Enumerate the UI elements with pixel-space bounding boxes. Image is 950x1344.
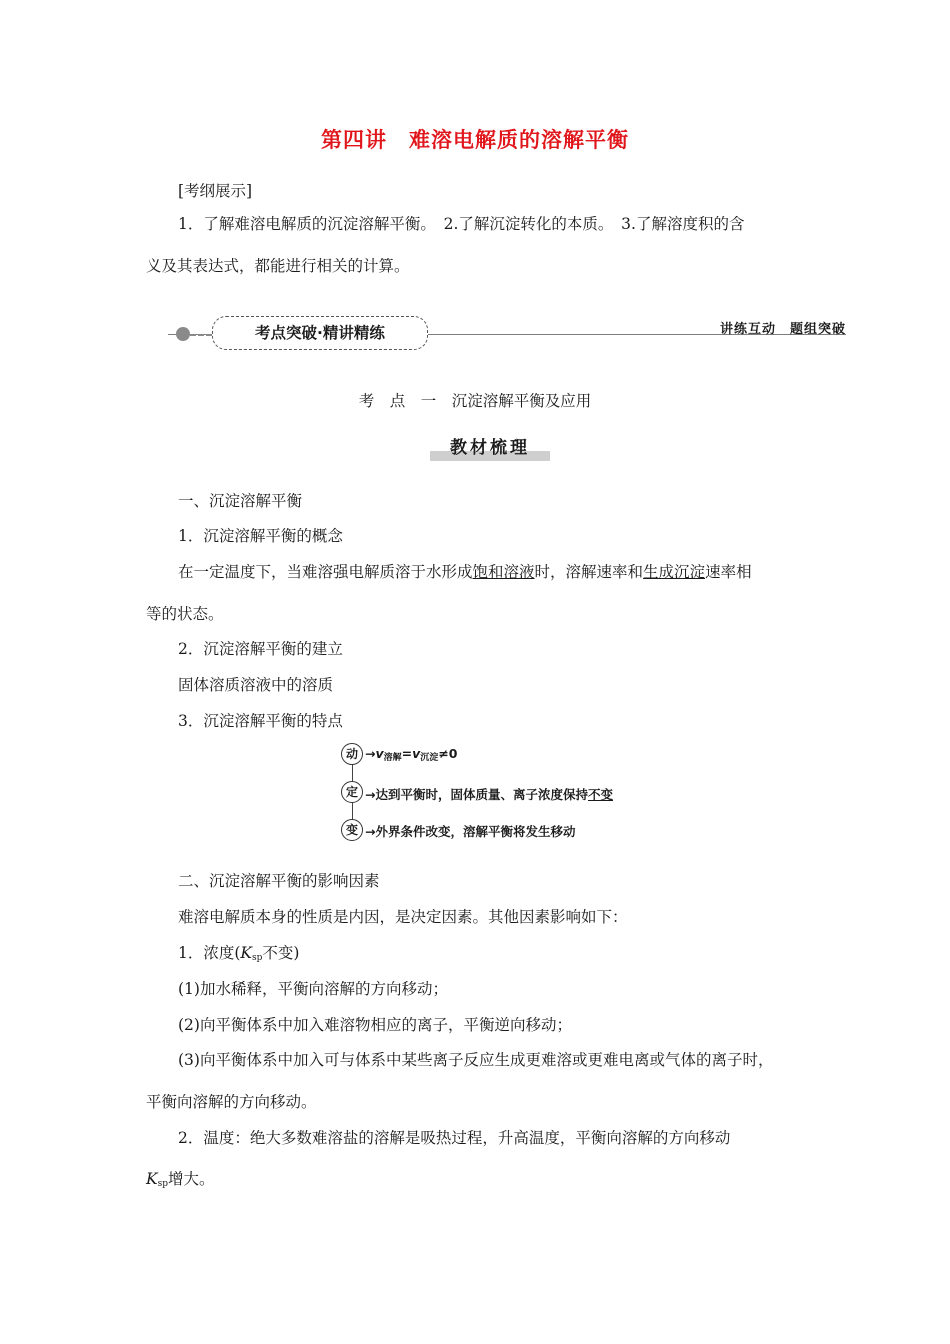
- not-zero: ≠0: [438, 746, 458, 761]
- row-2-underline: 不变: [588, 787, 614, 802]
- concept-underline-1: 饱和溶液: [472, 563, 535, 581]
- temp-tail: 增大。: [167, 1170, 215, 1188]
- ksp-sub-2: sp: [157, 1179, 168, 1189]
- concept-text-b: 时，溶解速率和: [534, 563, 644, 581]
- arrow-icon: →: [365, 787, 376, 802]
- subsection-1-2: 2．沉淀溶解平衡的建立: [178, 640, 343, 658]
- conc-label-tail: 不变): [262, 944, 300, 962]
- arrow-icon: →: [365, 746, 376, 761]
- sub-dissolve: 溶解: [383, 753, 402, 763]
- ksp-k: K: [240, 944, 253, 962]
- outline-label: [考纲展示]: [178, 182, 253, 200]
- conc-label: 1．浓度(: [178, 944, 241, 962]
- banner-dash: [190, 334, 212, 336]
- arrow-icon: →: [365, 824, 376, 839]
- item-2-1-3: (3)向平衡体系中加入可与体系中某些离子反应生成更难溶或更难电离或气体的离子时，: [178, 1051, 774, 1069]
- diagram-row-2: [365, 785, 613, 803]
- concept-text-c: 速率相: [705, 563, 752, 581]
- concept-line-1: [178, 562, 752, 582]
- circle-bian: 变: [341, 819, 363, 841]
- diagram-row-1: [365, 746, 457, 763]
- banner-subtitle: 讲练互动 题组突破: [719, 322, 846, 337]
- section-1-title: 一、沉淀溶解平衡: [178, 492, 303, 510]
- outline-line-1: 1．了解难溶电解质的沉淀溶解平衡。 2.了解沉淀转化的本质。 3.了解溶度积的含: [178, 215, 745, 233]
- subsection-2-2: 2．温度：绝大多数难溶盐的溶解是吸热过程，升高温度，平衡向溶解的方向移动: [178, 1129, 731, 1147]
- row-2-text: 达到平衡时，固体质量、离子浓度保持: [375, 787, 588, 802]
- subsection-2-1: [178, 943, 299, 968]
- circle-ding: 定: [341, 781, 363, 803]
- concept-line-2: 等的状态。: [146, 605, 224, 623]
- item-2-1-2: (2)向平衡体系中加入难溶物相应的离子，平衡逆向移动；: [178, 1016, 572, 1034]
- banner-heading: 考点突破·精讲精练: [212, 316, 428, 350]
- section-2-title: 二、沉淀溶解平衡的影响因素: [178, 872, 380, 890]
- rate-v-precip: v: [412, 746, 421, 761]
- kaodian-heading: 考 点 一 沉淀溶解平衡及应用: [358, 392, 592, 410]
- equals-sign: =: [401, 746, 413, 761]
- subsection-2-2-cont: [146, 1169, 215, 1194]
- ksp-k-2: K: [146, 1170, 158, 1188]
- concept-text-a: 在一定温度下，当难溶强电解质溶于水形成: [178, 563, 473, 581]
- jiaocai-heading: 教材梳理: [430, 436, 550, 461]
- establish-text: 固体溶质溶液中的溶质: [178, 676, 334, 694]
- outline-line-2: 义及其表达式，都能进行相关的计算。: [146, 257, 410, 275]
- rate-v-dissolve: v: [375, 746, 384, 761]
- subsection-1-1: 1．沉淀溶解平衡的概念: [178, 527, 343, 545]
- concept-underline-2: 生成沉淀: [643, 563, 706, 581]
- sub-precip: 沉淀: [420, 753, 439, 763]
- item-2-1-1: (1)加水稀释，平衡向溶解的方向移动；: [178, 980, 448, 998]
- circle-dong: 动: [341, 743, 363, 765]
- ksp-sub: sp: [252, 953, 263, 963]
- item-2-1-3-cont: 平衡向溶解的方向移动。: [146, 1093, 317, 1111]
- page-title: 第四讲 难溶电解质的溶解平衡: [321, 128, 629, 152]
- section-2-intro: 难溶电解质本身的性质是内因，是决定因素。其他因素影响如下：: [178, 908, 628, 926]
- row-3-text: 外界条件改变，溶解平衡将发生移动: [375, 824, 576, 839]
- diagram-row-3: [365, 822, 576, 840]
- subsection-1-3: 3．沉淀溶解平衡的特点: [178, 712, 343, 730]
- banner-dot-icon: [176, 327, 190, 341]
